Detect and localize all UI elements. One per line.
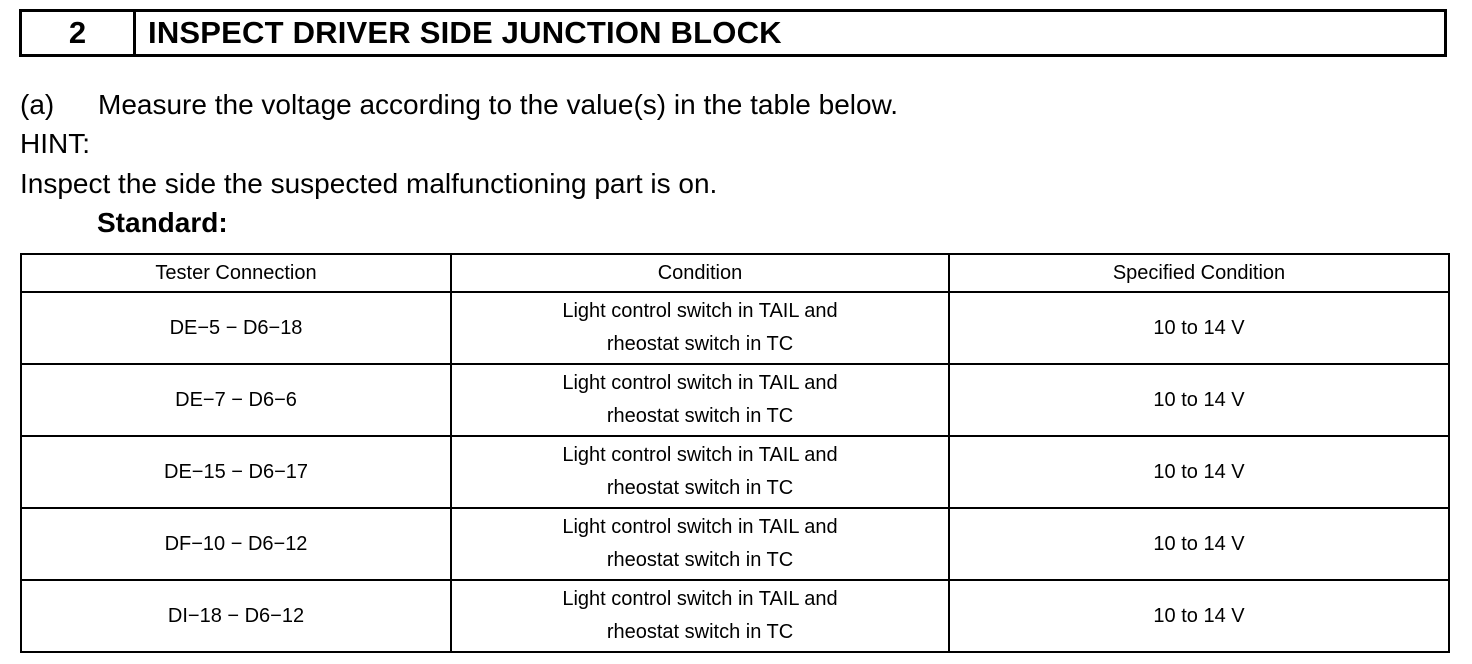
specified-condition-cell: 10 to 14 V: [949, 580, 1449, 652]
tester-connection-cell: DE−15 − D6−17: [21, 436, 451, 508]
condition-line: Light control switch in TAIL and: [562, 300, 838, 322]
condition-cell: [451, 508, 949, 580]
condition-line: rheostat switch in TC: [606, 549, 794, 571]
hint-label: HINT:: [20, 128, 90, 159]
table-row: [21, 436, 1449, 508]
table-row: [21, 364, 1449, 436]
specified-condition-cell: 10 to 14 V: [949, 508, 1449, 580]
tester-connection-cell: DE−7 − D6−6: [21, 364, 451, 436]
step-number: 2: [22, 12, 136, 54]
table-row: [21, 580, 1449, 652]
condition-line: rheostat switch in TC: [606, 405, 794, 427]
condition-line: rheostat switch in TC: [606, 477, 794, 499]
tester-connection-cell: DF−10 − D6−12: [21, 508, 451, 580]
specified-condition-cell: 10 to 14 V: [949, 436, 1449, 508]
specified-condition-cell: 10 to 14 V: [949, 292, 1449, 364]
standard-label: Standard:: [97, 207, 228, 238]
step-label: (a): [20, 89, 55, 120]
condition-line: Light control switch in TAIL and: [562, 372, 838, 394]
step-title: INSPECT DRIVER SIDE JUNCTION BLOCK: [148, 15, 782, 50]
step-instruction: [20, 89, 898, 121]
table-row: [21, 508, 1449, 580]
header-specified-condition: Specified Condition: [949, 254, 1449, 292]
condition-cell: [451, 580, 949, 652]
hint-text: Inspect the side the suspected malfunctioning part is on.: [20, 168, 718, 199]
specified-condition-cell: 10 to 14 V: [949, 364, 1449, 436]
table-row: [21, 292, 1449, 364]
table-header-row: [21, 254, 1449, 292]
condition-line: Light control switch in TAIL and: [562, 444, 838, 466]
condition-line: rheostat switch in TC: [606, 333, 794, 355]
tester-connection-cell: DE−5 − D6−18: [21, 292, 451, 364]
condition-line: Light control switch in TAIL and: [562, 588, 838, 610]
tester-connection-cell: DI−18 − D6−12: [21, 580, 451, 652]
header-tester-connection: Tester Connection: [21, 254, 451, 292]
condition-cell: [451, 364, 949, 436]
condition-line: rheostat switch in TC: [606, 621, 794, 643]
condition-line: Light control switch in TAIL and: [562, 516, 838, 538]
specification-table: [20, 253, 1450, 653]
header-condition: Condition: [451, 254, 949, 292]
condition-cell: [451, 436, 949, 508]
step-header: [19, 9, 1447, 57]
condition-cell: [451, 292, 949, 364]
step-text: Measure the voltage according to the value(s) in the table below.: [98, 89, 899, 120]
